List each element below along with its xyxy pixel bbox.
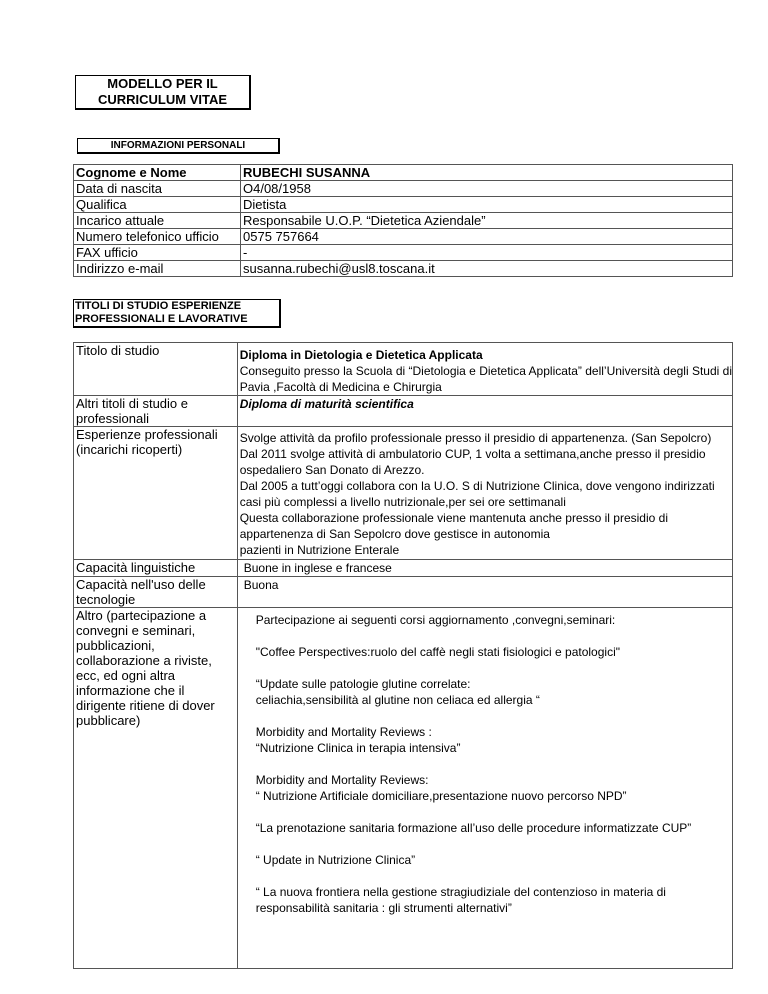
corso-item: “ Nutrizione Artificiale domiciliare,presentazione nuovo percorso NPD” — [255, 789, 627, 803]
row-value: 0575 757664 — [241, 229, 733, 245]
row-label: Indirizzo e-mail — [74, 261, 241, 277]
table-row — [74, 608, 733, 969]
esperienze-cell — [237, 427, 732, 560]
row-value: Dietista — [241, 197, 733, 213]
esperienze-line: Svolge attività da profilo professionale presso il presidio di appartenenza. (San Sepolcro) — [239, 431, 712, 445]
altro-cell — [237, 608, 732, 969]
esperienze-line: casi più complessi a livello nutrizionale,per sei ore settimanali — [239, 495, 566, 509]
table-row — [74, 197, 733, 213]
row-label: Data di nascita — [74, 181, 241, 197]
esperienze-line: Questa collaborazione professionale viene mantenuta anche presso il presidio di — [239, 511, 668, 525]
esperienze-line: pazienti in Nutrizione Enterale — [239, 543, 400, 557]
corso-item: responsabilità sanitaria : gli strumenti alternativi” — [255, 901, 512, 915]
email-value[interactable]: susanna.rubechi@usl8.toscana.it — [241, 261, 733, 277]
corso-item: “ Update in Nutrizione Clinica” — [255, 853, 416, 867]
table-row — [74, 343, 733, 396]
row-label: FAX ufficio — [74, 245, 241, 261]
table-row — [74, 427, 733, 560]
lingue-label: Capacità linguistiche — [74, 560, 238, 577]
titolo-desc-line: Conseguito presso la Scuola di “Dietologia e Dietetica Applicata” dell’Università degli Studi di — [239, 364, 732, 378]
row-value: RUBECHI SUSANNA — [241, 165, 733, 181]
table-row — [74, 245, 733, 261]
corso-item: Morbidity and Mortality Reviews : — [255, 725, 432, 739]
corso-item: “Update sulle patologie glutine correlate: — [255, 677, 471, 691]
row-label: Numero telefonico ufficio — [74, 229, 241, 245]
row-label: Incarico attuale — [74, 213, 241, 229]
personal-info-heading: INFORMAZIONI PERSONALI — [77, 138, 280, 154]
titoli-heading-line2: PROFESSIONALI E LAVORATIVE — [75, 313, 248, 325]
row-value: O4/08/1958 — [241, 181, 733, 197]
esperienze-line: appartenenza di San Sepolcro dove gestisce in autonomia — [239, 527, 550, 541]
row-label: Qualifica — [74, 197, 241, 213]
table-row — [74, 560, 733, 577]
lingue-value: Buone in inglese e francese — [237, 560, 732, 577]
tecnologie-label: Capacità nell'uso delle tecnologie — [74, 577, 238, 608]
esperienze-line: Dal 2005 a tutt’oggi collabora con la U.O. S di Nutrizione Clinica, dove vengono indirizzati — [239, 479, 715, 493]
titolo-label: Titolo di studio — [74, 343, 238, 396]
altri-value: Diploma di maturità scientifica — [237, 396, 732, 427]
row-label: Cognome e Nome — [74, 165, 241, 181]
corso-item: celiachia,sensibilità al glutine non celiaca ed allergia “ — [255, 693, 540, 707]
titolo-value: Diploma in Dietologia e Dietetica Applicata — [239, 348, 483, 362]
esperienze-line: Dal 2011 svolge attività di ambulatorio CUP, 1 volta a settimana,anche presso il presidio — [239, 447, 706, 461]
corso-item: “Nutrizione Clinica in terapia intensiva” — [255, 741, 461, 755]
cv-title-line2: CURRICULUM VITAE — [97, 92, 228, 107]
corso-item: "Coffee Perspectives:ruolo del caffè negli stati fisiologici e patologici" — [255, 645, 620, 659]
cv-title-line1: MODELLO PER IL — [107, 76, 218, 91]
titoli-table — [73, 342, 733, 969]
table-row — [74, 213, 733, 229]
titolo-cell — [237, 343, 732, 396]
corso-item: “La prenotazione sanitaria formazione all’uso delle procedure informatizzate CUP” — [255, 821, 692, 835]
esperienze-label: Esperienze professionali (incarichi ricoperti) — [74, 427, 238, 560]
altro-label: Altro (partecipazione a convegni e seminari, pubblicazioni, collaborazione a riviste, ecc, ed ogni altra informazione che il dirigente ritiene di dover pubblicare) — [74, 608, 238, 969]
tecnologie-value: Buona — [237, 577, 732, 608]
table-row — [74, 261, 733, 277]
titolo-desc-line: Pavia ,Facoltà di Medicina e Chirurgia — [239, 380, 442, 394]
table-row — [74, 165, 733, 181]
personal-info-table — [73, 164, 733, 277]
cv-title-box — [75, 75, 251, 110]
titoli-heading — [73, 299, 281, 328]
table-row — [74, 577, 733, 608]
altro-intro: Partecipazione ai seguenti corsi aggiornamento ,convegni,seminari: — [255, 613, 616, 627]
table-row — [74, 396, 733, 427]
corso-item: “ La nuova frontiera nella gestione stragiudiziale del contenzioso in materia di — [255, 885, 666, 899]
table-row — [74, 229, 733, 245]
esperienze-line: ospedaliero San Donato di Arezzo. — [239, 463, 425, 477]
corso-item: Morbidity and Mortality Reviews: — [255, 773, 429, 787]
row-value: Responsabile U.O.P. “Dietetica Aziendale” — [241, 213, 733, 229]
row-value: - — [241, 245, 733, 261]
altri-label: Altri titoli di studio e professionali — [74, 396, 238, 427]
table-row — [74, 181, 733, 197]
titoli-heading-line1: TITOLI DI STUDIO ESPERIENZE — [75, 300, 242, 312]
